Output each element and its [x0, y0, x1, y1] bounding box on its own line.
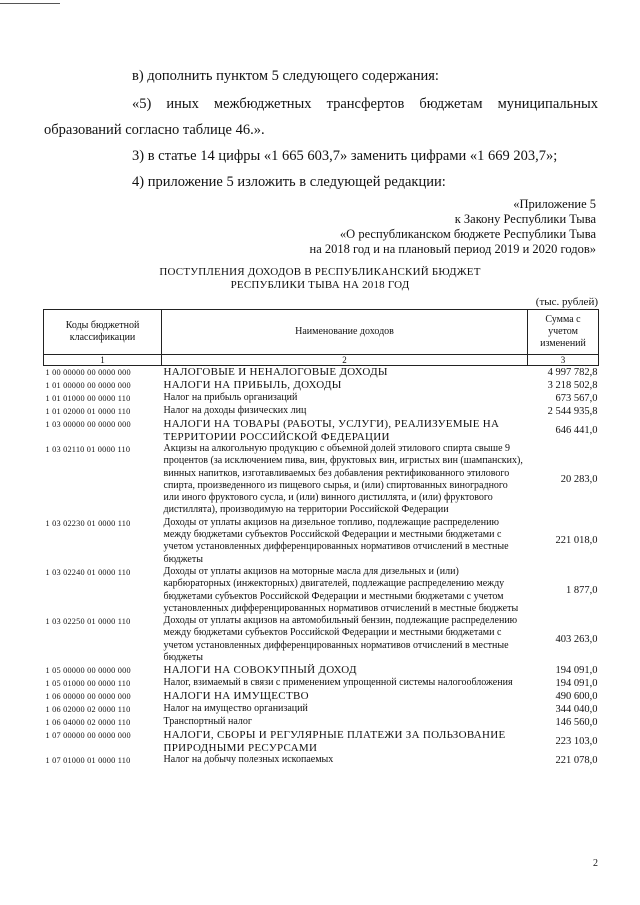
table-title-line: РЕСПУБЛИКИ ТЫВА НА 2018 ГОД [230, 279, 410, 291]
row-code: 1 05 01000 00 0000 110 [45, 679, 131, 689]
row-code: 1 01 01000 00 0000 110 [45, 394, 131, 403]
table-title [40, 266, 600, 292]
row-code: 1 06 02000 02 0000 110 [45, 705, 131, 715]
header-name: Наименование доходов [162, 310, 528, 355]
table-row [44, 517, 599, 566]
appendix-header [310, 197, 596, 257]
top-border-line [0, 3, 60, 4]
intro-line-4: 4) приложение 5 изложить в следующей редакции: [132, 174, 446, 190]
row-amount: 490 600,0 [555, 690, 598, 702]
table-row [44, 716, 599, 729]
row-name: НАЛОГИ НА СОВОКУПНЫЙ ДОХОД [163, 664, 357, 677]
appendix-line: «Приложение 5 [513, 197, 596, 211]
table-row [44, 729, 599, 754]
row-code: 1 03 02110 01 0000 110 [45, 445, 131, 454]
row-code: 1 01 02000 01 0000 110 [45, 407, 131, 416]
row-name: Доходы от уплаты акцизов на автомобильный бензин, подлежащие распределению между бюджетами субъектов Российской Федерации и местными бюджетами с учетом установленных дифференцированных нормативов отчислений в местные бюджеты [163, 615, 518, 664]
row-amount: 403 263,0 [555, 633, 598, 645]
row-amount: 194 091,0 [555, 664, 598, 676]
row-code: 1 05 00000 00 0000 000 [45, 666, 131, 676]
row-name: НАЛОГИ, СБОРЫ И РЕГУЛЯРНЫЕ ПЛАТЕЖИ ЗА ПОЛЬЗОВАНИЕ ПРИРОДНЫМИ РЕСУРСАМИ [163, 729, 506, 754]
row-amount: 2 544 935,8 [547, 405, 598, 417]
table-row [44, 379, 599, 392]
page-number: 2 [593, 858, 598, 869]
row-code: 1 06 04000 02 0000 110 [45, 718, 131, 728]
appendix-line: на 2018 год и на плановый период 2019 и 2020 годов» [309, 242, 596, 256]
row-code: 1 01 00000 00 0000 000 [45, 381, 131, 390]
header-code: Коды бюджетной классификации [44, 310, 162, 355]
row-code: 1 07 01000 01 0000 110 [45, 756, 131, 766]
row-code: 1 00 00000 00 0000 000 [45, 368, 131, 377]
intro-line-b: в) дополнить пунктом 5 следующего содержания: [132, 68, 439, 84]
column-number: 1 [44, 355, 162, 366]
row-name: Транспортный налог [163, 716, 252, 728]
row-amount: 20 283,0 [560, 473, 598, 485]
row-amount: 344 040,0 [555, 703, 598, 715]
row-amount: 4 997 782,8 [547, 366, 598, 378]
row-amount: 221 078,0 [555, 754, 598, 766]
row-name: Налог на имущество организаций [163, 703, 308, 715]
table-row [44, 703, 599, 716]
table-row [44, 664, 599, 677]
table-row [44, 615, 599, 664]
row-code: 1 06 00000 00 0000 000 [45, 692, 131, 702]
table-row [44, 418, 599, 443]
table-title-line: ПОСТУПЛЕНИЯ ДОХОДОВ В РЕСПУБЛИКАНСКИЙ БЮДЖЕТ [159, 266, 481, 278]
appendix-line: «О республиканском бюджете Республики Тыва [339, 227, 596, 241]
row-amount: 3 218 502,8 [547, 379, 598, 391]
intro-clause5-line2: образований согласно таблице 46.». [44, 122, 265, 138]
column-number: 2 [162, 355, 528, 366]
table-row [44, 566, 599, 615]
row-name: Налог на доходы физических лиц [163, 405, 307, 416]
row-code: 1 03 00000 00 0000 000 [45, 420, 131, 429]
row-name: НАЛОГИ НА ИМУЩЕСТВО [163, 690, 309, 703]
intro-clause5-line1: «5) иных межбюджетных трансфертов бюджетам муниципальных [132, 96, 598, 112]
row-amount: 146 560,0 [555, 716, 598, 728]
row-amount: 673 567,0 [555, 392, 598, 404]
table-row [44, 677, 599, 690]
row-code: 1 03 02230 01 0000 110 [45, 518, 131, 528]
table-row [44, 443, 599, 517]
row-name: Налог на прибыль организаций [163, 392, 298, 403]
table-row [44, 690, 599, 703]
table-row [44, 392, 599, 405]
table-header-row [44, 310, 599, 355]
row-amount: 221 018,0 [555, 535, 598, 547]
row-amount: 194 091,0 [555, 677, 598, 689]
column-number: 3 [528, 355, 599, 366]
row-name: НАЛОГОВЫЕ И НЕНАЛОГОВЫЕ ДОХОДЫ [163, 366, 388, 378]
row-code: 1 07 00000 00 0000 000 [45, 731, 131, 741]
row-name: Доходы от уплаты акцизов на моторные масла для дизельных и (или) карбюраторных (инжекторных) двигателей, подлежащие распределению между бюджетами субъектов Российской Федерации и местными бюджетами с учетом установленных дифференцированных нормативов отчислений в местные бюджеты [163, 565, 519, 614]
table-row [44, 405, 599, 418]
row-name: Акцизы на алкогольную продукцию с объемной долей этилового спирта свыше 9 процентов (за исключением пива, вин, фруктовых вин, игристых вин (шампанских), винных напитков, изготавливаемых без добавления ректификованного этилового спирта, произведенного из пищевого сырья, и (или) спиртованных виноградного или иного фруктового сусла, и (или) винного дистиллята, и (или) фруктового дистиллята), производимую на территории Российской Федерации [163, 443, 523, 516]
row-amount: 1 877,0 [566, 584, 598, 596]
row-name: Доходы от уплаты акцизов на дизельное топливо, подлежащие распределению между бюджетами субъектов Российской Федерации и местными бюджетами с учетом установленных дифференцированных нормативов отчислений в местные бюджеты [163, 516, 509, 565]
row-amount: 223 103,0 [555, 735, 598, 747]
row-amount: 646 441,0 [555, 424, 598, 436]
row-name: Налог на добычу полезных ископаемых [163, 754, 334, 766]
table-row [44, 754, 599, 767]
row-name: НАЛОГИ НА ТОВАРЫ (РАБОТЫ, УСЛУГИ), РЕАЛИЗУЕМЫЕ НА ТЕРРИТОРИИ РОССИЙСКОЙ ФЕДЕРАЦИИ [163, 418, 500, 443]
appendix-line: к Закону Республики Тыва [454, 212, 596, 226]
row-name: НАЛОГИ НА ПРИБЫЛЬ, ДОХОДЫ [163, 379, 342, 391]
header-amount: Сумма с учетом изменений [528, 310, 599, 355]
intro-line-3: 3) в статье 14 цифры «1 665 603,7» заменить цифрами «1 669 203,7»; [132, 148, 558, 164]
row-name: Налог, взимаемый в связи с применением упрощенной системы налогообложения [163, 677, 513, 689]
row-code: 1 03 02250 01 0000 110 [45, 617, 131, 627]
table-row [44, 366, 599, 380]
revenue-table [43, 309, 599, 767]
table-column-numbers-row [44, 355, 599, 366]
unit-label: (тыс. рублей) [535, 296, 598, 308]
row-code: 1 03 02240 01 0000 110 [45, 567, 131, 577]
